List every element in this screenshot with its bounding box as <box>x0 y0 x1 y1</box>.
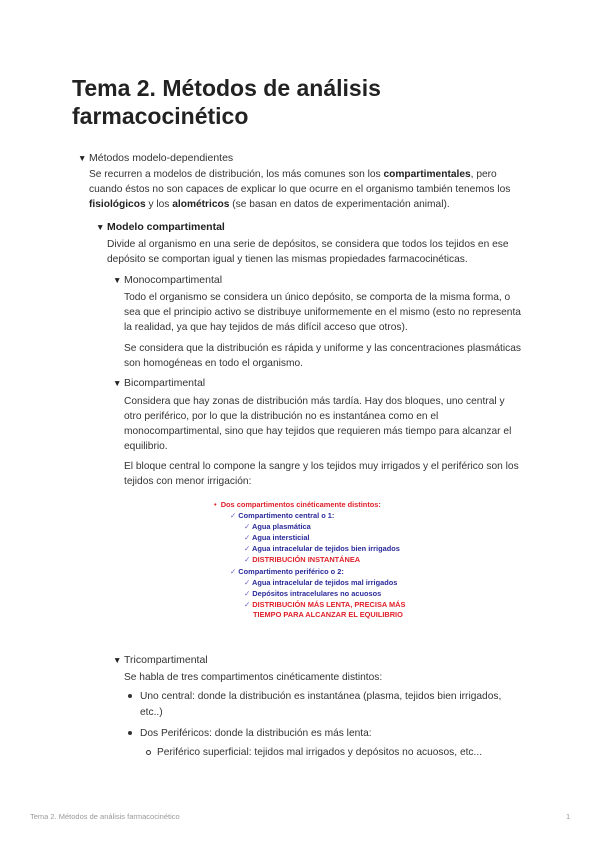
sub-list-item: Periférico superficial: tejidos mal irrigados y depósitos no acuosos, etc... <box>146 745 546 760</box>
toggle-bicompartimental[interactable] <box>113 376 205 390</box>
toggle-label: Métodos modelo-dependientes <box>89 152 234 164</box>
figure-item-highlight-cont: TIEMPO PARA ALCANZAR EL EQUILIBRIO <box>253 610 403 619</box>
paragraph-tri: Se habla de tres compartimentos cinéticamente distintos: <box>124 672 383 683</box>
check-icon: ✓ <box>244 522 251 531</box>
list-item: Dos Periféricos: donde la distribución es más lenta: <box>128 726 548 741</box>
toggle-tricompartimental[interactable] <box>113 653 208 667</box>
figure-item: ✓ Depósitos intracelulares no acuosos <box>244 589 382 598</box>
toggle-arrow-icon: ▼ <box>78 153 87 163</box>
check-icon: ✓ <box>244 555 251 564</box>
figure-heading: • Dos compartimentos cinéticamente distintos: <box>214 500 381 509</box>
circle-bullet-icon <box>146 750 151 755</box>
check-icon: ✓ <box>230 567 237 576</box>
check-icon: ✓ <box>244 578 251 587</box>
toggle-metodos-modelo-dependientes[interactable] <box>78 151 233 165</box>
bold-fisiologicos: fisiológicos <box>89 199 146 210</box>
paragraph-modelo-compartimental: Divide al organismo en una serie de depósitos, se considera que todos los tejidos en ese depósito se comportan igual y tienen las mismas propiedades farmacocinéticas. <box>107 239 509 265</box>
figure-central-heading: ✓ Compartimento central o 1: <box>230 511 335 520</box>
toggle-monocompartimental[interactable] <box>113 273 222 287</box>
paragraph-mono-1: Todo el organismo se considera un único depósito, se comporta de la misma forma, o sea que el principio activo se distribuye uniformemente en el mismo (esto no representa la realidad, ya que hay tejidos de más difícil acceso que otros). <box>124 292 521 333</box>
bullet-icon <box>128 731 132 735</box>
page-title <box>72 74 532 130</box>
check-icon: ✓ <box>244 544 251 553</box>
paragraph-mono-2: Se considera que la distribución es rápida y uniforme y las concentraciones plasmáticas son homogéneas en todo el organismo. <box>124 343 521 369</box>
toggle-arrow-icon: ▼ <box>113 655 122 665</box>
figure-item-highlight: ✓ DISTRIBUCIÓN INSTANTÁNEA <box>244 555 361 564</box>
bullet-icon: • <box>214 500 217 509</box>
check-icon: ✓ <box>244 533 251 542</box>
footer-page-number: 1 <box>566 812 571 821</box>
paragraph-bi-1: Considera que hay zonas de distribución más tardía. Hay dos bloques, uno central y otro periférico, por lo que la distribución no es instantánea como en el monocompartimental, sino que hay tejidos que requieren más tiempo para alcanzar el equilibrio. <box>124 396 512 452</box>
paragraph-intro: Se recurren a modelos de distribución, los más comunes son los compartimentales, pero cuando éstos no son capaces de explicar lo que ocurre en el organismo también tenemos los fisiológicos y los alométricos (se basan en datos de experimentación animal). <box>89 169 511 210</box>
figure-peripheral-heading: ✓ Compartimento periférico o 2: <box>230 567 344 576</box>
figure-item: ✓ Agua intersticial <box>244 533 310 542</box>
title-line-2: farmacocinético <box>72 103 249 129</box>
footer-title: Tema 2. Métodos de análisis farmacocinético <box>30 812 180 821</box>
toggle-label: Monocompartimental <box>124 274 223 286</box>
title-line-1: Tema 2. Métodos de análisis <box>72 75 381 101</box>
toggle-arrow-icon: ▼ <box>113 378 122 388</box>
toggle-modelo-compartimental[interactable] <box>96 220 225 234</box>
paragraph-bi-2: El bloque central lo compone la sangre y los tejidos muy irrigados y el periférico son los tejidos con menor irrigación: <box>124 461 519 487</box>
figure-item: ✓ Agua intracelular de tejidos bien irrigados <box>244 544 400 553</box>
toggle-label: Tricompartimental <box>124 654 208 666</box>
figure-item: ✓ Agua intracelular de tejidos mal irrigados <box>244 578 398 587</box>
toggle-arrow-icon: ▼ <box>113 275 122 285</box>
bullet-icon <box>128 694 132 698</box>
toggle-arrow-icon: ▼ <box>96 222 105 232</box>
bold-compartimentales: compartimentales <box>383 169 471 180</box>
list-item-cont: etc..) <box>140 707 163 718</box>
check-icon: ✓ <box>244 600 251 609</box>
figure-item: ✓ Agua plasmática <box>244 522 311 531</box>
check-icon: ✓ <box>230 511 237 520</box>
bold-alometricos: alométricos <box>172 199 230 210</box>
toggle-label: Bicompartimental <box>124 377 206 389</box>
compartments-figure <box>214 500 474 640</box>
list-item: Uno central: donde la distribución es instantánea (plasma, tejidos bien irrigados, <box>128 689 548 704</box>
figure-item-highlight: ✓ DISTRIBUCIÓN MÁS LENTA, PRECISA MÁS <box>244 600 406 609</box>
toggle-label: Modelo compartimental <box>107 221 225 233</box>
check-icon: ✓ <box>244 589 251 598</box>
